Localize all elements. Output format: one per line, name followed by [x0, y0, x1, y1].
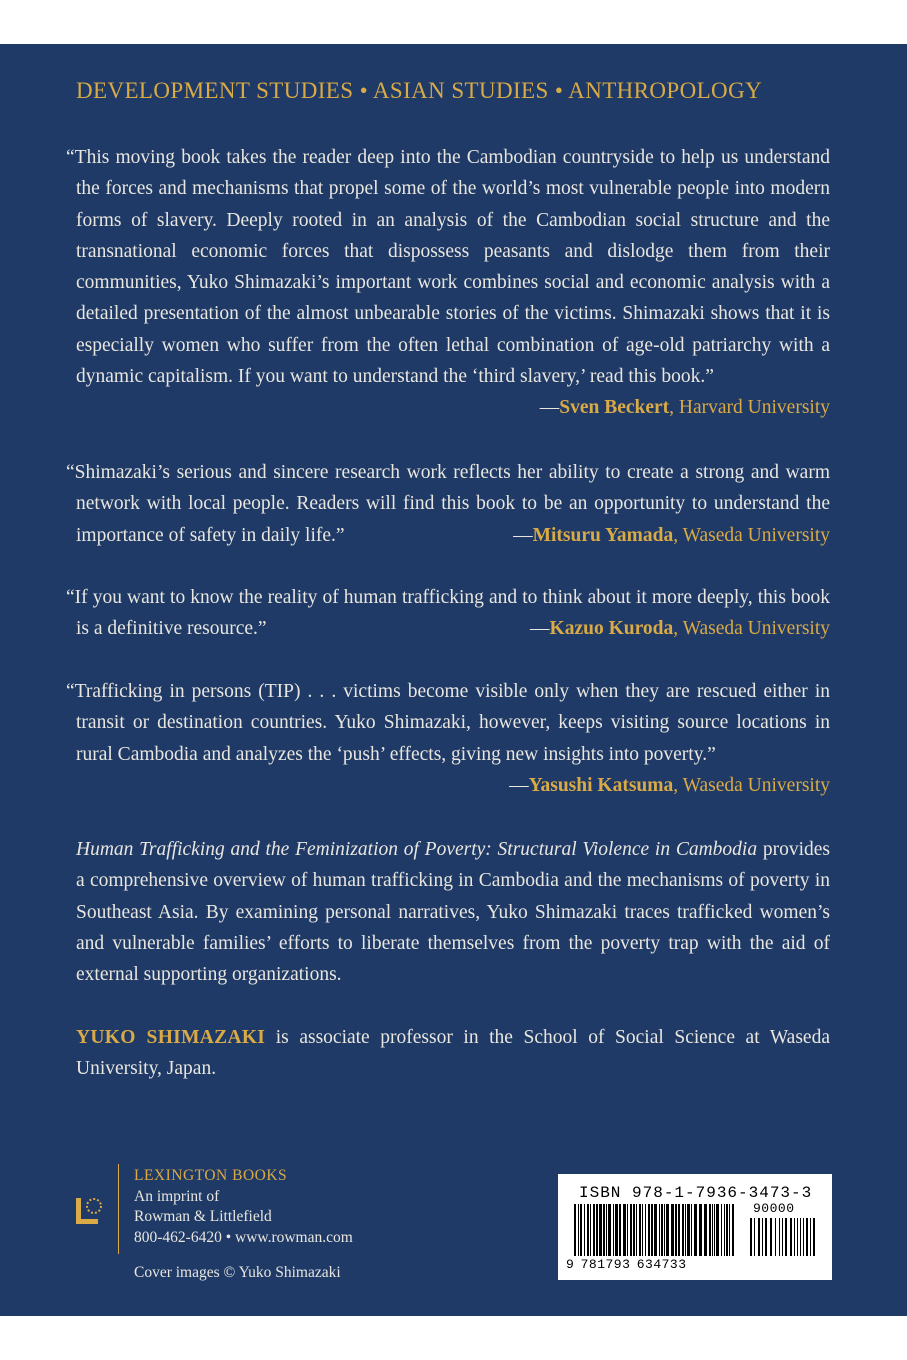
endorsement-quote [66, 457, 830, 551]
barcode-addon-bar [803, 1218, 804, 1256]
endorser-name: Mitsuru Yamada [532, 524, 674, 546]
barcode-bar [642, 1204, 643, 1256]
barcode-addon-bar [800, 1218, 801, 1256]
barcode-bar [712, 1204, 713, 1256]
barcode-bar [724, 1204, 725, 1256]
attribution-dash: — [513, 524, 533, 546]
endorser-affiliation: , Harvard University [669, 397, 830, 419]
barcode-bar [654, 1204, 657, 1256]
endorser-affiliation: , Waseda University [673, 618, 830, 640]
barcode-bar [678, 1204, 680, 1256]
barcode-addon-bar [813, 1218, 815, 1256]
barcode-addon-bar [782, 1218, 783, 1256]
barcode-bar [593, 1204, 595, 1256]
barcode-bar [675, 1204, 677, 1256]
barcode-addon-bar [785, 1218, 787, 1256]
barcode-addon-bar [806, 1218, 808, 1256]
quote-text-body: “Shimazaki’s serious and sincere research work reflects her ability to create a strong and warm network with local people. Readers will find this book to be an opportunity to understand the importance of safety in daily life.” [66, 462, 830, 546]
publisher-name: LEXINGTON BOOKS [134, 1167, 288, 1184]
book-title: Human Trafficking and the Feminization of Poverty: Structural Violence in Cambodia [76, 839, 758, 860]
back-cover [0, 44, 907, 1316]
quote-text: “Trafficking in persons (TIP) . . . victims become visible only when they are rescued either in transit or destination countries. Yuko Shimazaki, however, keeps visiting source locations in rural Cambodia and analyzes the ‘push’ effects, giving new insights into poverty.” [66, 681, 830, 765]
barcode-bar [578, 1204, 579, 1256]
endorser-name: Kazuo Kuroda [549, 618, 674, 640]
barcode-bar [606, 1204, 607, 1256]
barcode-bar [627, 1204, 628, 1256]
publisher-info [134, 1166, 353, 1248]
parent-publisher: Rowman & Littlefield [134, 1208, 272, 1225]
barcode-bar [574, 1204, 576, 1256]
imprint-line: An imprint of [134, 1187, 220, 1205]
barcode-bar [619, 1204, 621, 1256]
publisher-contact: 800-462-6420 • www.rowman.com [134, 1228, 353, 1246]
barcode-bar [603, 1204, 605, 1256]
barcode-bar [633, 1204, 635, 1256]
barcode-bar [615, 1204, 618, 1256]
endorsement-quote [66, 582, 830, 645]
barcode-bar [714, 1204, 715, 1256]
quote-attribution [66, 392, 830, 423]
barcode-digits: 9 781793 634733 [566, 1257, 687, 1272]
barcode-addon-bar [794, 1218, 795, 1256]
barcode-addon-bar [810, 1218, 811, 1256]
barcode-bar [699, 1204, 702, 1256]
barcode-bar [704, 1204, 707, 1256]
isbn-barcode [558, 1174, 832, 1280]
endorsement-quote [66, 676, 830, 801]
attribution-dash: — [539, 397, 560, 419]
barcode-addon-bar [765, 1218, 767, 1256]
barcode-addon-bar [797, 1218, 798, 1256]
barcode-addon-bar [758, 1218, 760, 1256]
barcode-bar [599, 1204, 602, 1256]
barcode-bar [721, 1204, 722, 1256]
barcode-bar [623, 1204, 626, 1256]
barcode-bar [716, 1204, 719, 1256]
endorser-affiliation: , Waseda University [673, 524, 830, 546]
barcode-bar [636, 1204, 637, 1256]
barcode-addon-bar [750, 1218, 752, 1256]
barcode-bar [580, 1204, 582, 1256]
barcode-bar [630, 1204, 632, 1256]
author-name: YUKO SHIMAZAKI [76, 1027, 266, 1048]
quote-attribution [66, 770, 830, 801]
barcode-bar [648, 1204, 650, 1256]
barcode-bar [639, 1204, 641, 1256]
barcode-bar [590, 1204, 591, 1256]
endorser-name: Sven Beckert [559, 397, 670, 419]
barcode-addon-bar [775, 1218, 776, 1256]
barcode-addon-bar [762, 1218, 763, 1256]
barcode-bar [687, 1204, 690, 1256]
book-description [76, 834, 830, 990]
barcode-bar [732, 1204, 734, 1256]
quote-text: “If you want to know the reality of human trafficking and to think about it more deeply, this book is a definitive resource.” [66, 587, 830, 640]
price-code: 90000 [753, 1201, 795, 1216]
description-body: provides a comprehensive overview of human trafficking in Cambodia and the mechanisms of poverty in Southeast Asia. By examining personal narratives, Yuko Shimazaki traces trafficked women’s and vulnerable families’ efforts to liberate themselves from the poverty trap with the aid of external supporting organizations. [76, 839, 831, 986]
author-bio [76, 1022, 830, 1085]
barcode-addon-bar [754, 1218, 755, 1256]
barcode-bar [596, 1204, 598, 1256]
isbn-label: ISBN 978-1-7936-3473-3 [579, 1184, 813, 1202]
lexington-logo-icon [76, 1194, 102, 1224]
barcode-bar [608, 1204, 611, 1256]
attribution-dash: — [509, 774, 529, 796]
barcode-bar [691, 1204, 692, 1256]
bio-text: is associate professor in the School of Social Science at Waseda University, Japan. [76, 1027, 830, 1080]
barcode-bar [651, 1204, 653, 1256]
barcode-bar [709, 1204, 711, 1256]
barcode-addon-bar [770, 1218, 772, 1256]
barcode-bar [682, 1204, 684, 1256]
endorser-name: Yasushi Katsuma [528, 774, 674, 796]
endorsement-quote [66, 142, 830, 424]
subject-categories: DEVELOPMENT STUDIES • ASIAN STUDIES • ANTHROPOLOGY [76, 78, 763, 103]
barcode-bar [694, 1204, 697, 1256]
barcode-bar [729, 1204, 730, 1256]
attribution-dash: — [530, 618, 550, 640]
barcode-bar [726, 1204, 728, 1256]
barcode-bar [671, 1204, 674, 1256]
barcode-bar [685, 1204, 686, 1256]
barcode-bar [587, 1204, 589, 1256]
cover-credit: Cover images © Yuko Shimazaki [134, 1264, 341, 1281]
barcode-bar [659, 1204, 660, 1256]
endorser-affiliation: , Waseda University [673, 774, 830, 796]
quote-text: “This moving book takes the reader deep into the Cambodian countryside to help us understand the forces and mechanisms that propel some of the world’s most vulnerable people into modern forms of slavery. Deeply rooted in an analysis of the Cambodian social structure and the transnational economic forces that dispossess peasants and dislodge them from their communities, Yuko Shimazaki’s important work combines social and economic analysis with a detailed presentation of the almost unbearable stories of the victims. Shimazaki shows that it is especially women who suffer from the often lethal combination of age-old patriarchy with a dynamic capitalism. If you want to understand the ‘third slavery,’ read this book.” [66, 147, 830, 388]
barcode-addon-bar [779, 1218, 780, 1256]
barcode-bar [584, 1204, 585, 1256]
barcode-bar [664, 1204, 665, 1256]
barcode-addon-bar [790, 1218, 792, 1256]
barcode-bar [613, 1204, 614, 1256]
barcode-bar [645, 1204, 646, 1256]
barcode-bar [661, 1204, 663, 1256]
publisher-divider [118, 1164, 119, 1254]
barcode-bar [666, 1204, 669, 1256]
